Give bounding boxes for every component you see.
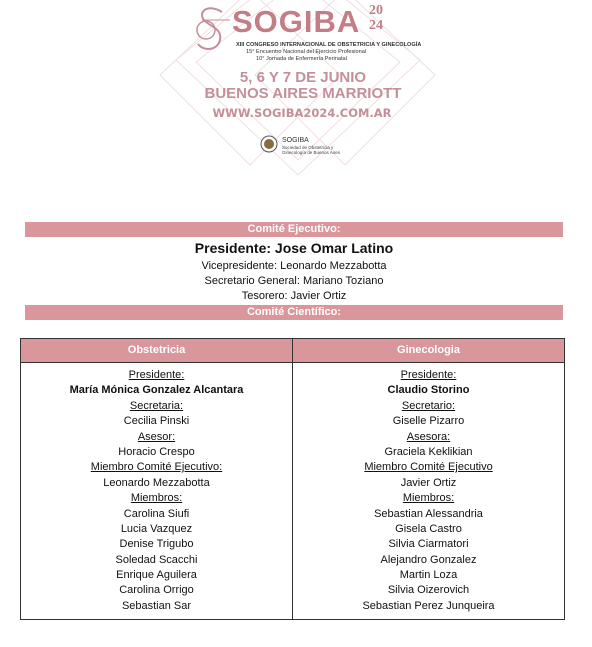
society-seal-icon bbox=[261, 136, 277, 152]
nursing-subtitle: 10° Jornada de Enfermería Perinatal bbox=[256, 56, 347, 62]
member-name: Leonardo Mezzabotta bbox=[103, 476, 210, 489]
role-label: Secretaria: bbox=[129, 399, 184, 412]
member-name: Horacio Crespo bbox=[118, 445, 195, 458]
scientific-committee-heading: Comité Científico: bbox=[25, 305, 563, 320]
member-name: Martin Loza bbox=[399, 569, 458, 582]
member-name: Javier Ortiz bbox=[400, 476, 457, 489]
executive-treasurer: Tesorero: Javier Ortiz bbox=[241, 290, 347, 302]
event-dates: 5, 6 Y 7 DE JUNIO bbox=[239, 69, 367, 86]
member-name: Silvia Ciarmatori bbox=[388, 538, 469, 551]
logo-wordmark: SOGIBA bbox=[232, 4, 361, 39]
executive-committee-heading: Comité Ejecutivo: bbox=[25, 222, 563, 237]
role-label: Asesor: bbox=[137, 430, 176, 443]
role-label: Secretario: bbox=[401, 399, 456, 412]
sogiba-swirl-logo-icon bbox=[197, 8, 230, 49]
member-name: Carolina Siufi bbox=[123, 507, 190, 520]
obstetricia-column bbox=[21, 368, 292, 614]
member-name: Carolina Orrigo bbox=[119, 584, 194, 597]
column-header-obstetricia: Obstetricia bbox=[127, 344, 186, 356]
member-name: Giselle Pizarro bbox=[392, 415, 465, 428]
member-name: Gisela Castro bbox=[395, 522, 462, 535]
member-name: Alejandro Gonzalez bbox=[380, 553, 477, 566]
member-name: Claudio Storino bbox=[387, 384, 470, 397]
society-name: SOGIBA bbox=[282, 137, 309, 144]
member-name: Cecilia Pinski bbox=[123, 415, 190, 428]
role-label: Presidente: bbox=[128, 369, 185, 381]
member-name: Silvia Oizerovich bbox=[387, 584, 470, 597]
event-banner bbox=[0, 0, 592, 215]
role-label: Miembro Comité Ejecutivo: bbox=[90, 461, 223, 474]
member-name: Sebastian Sar bbox=[121, 599, 192, 612]
member-name: Graciela Keklikian bbox=[384, 445, 473, 458]
member-name: Sebastian Alessandria bbox=[374, 507, 483, 520]
role-label: Miembros: bbox=[130, 492, 183, 505]
executive-vicepresident: Vicepresidente: Leonardo Mezzabotta bbox=[201, 260, 387, 272]
event-venue: BUENOS AIRES MARRIOTT bbox=[204, 85, 402, 102]
member-name: Lucia Vazquez bbox=[120, 522, 193, 535]
member-name: Enrique Aguilera bbox=[116, 569, 197, 582]
role-label: Miembros: bbox=[402, 492, 455, 505]
member-name: Denise Trigubo bbox=[119, 538, 194, 551]
member-name: Soledad Scacchi bbox=[115, 553, 198, 566]
member-name: Sebastian Perez Junqueira bbox=[362, 599, 495, 612]
logo-year: 20 24 bbox=[369, 3, 383, 33]
society-description: Sociedad de Obstetricia y Ginecología de Buenos Aires bbox=[282, 145, 341, 155]
column-header-ginecologia: Ginecologia bbox=[397, 344, 460, 356]
congress-subtitle: XIII CONGRESO INTERNACIONAL DE OBSTETRICIA Y GINECOLOGÍA bbox=[236, 42, 422, 48]
role-label: Asesora: bbox=[406, 430, 451, 443]
executive-secretary: Secretario General: Mariano Toziano bbox=[204, 275, 384, 287]
meeting-subtitle: 15° Encuentro Nacional del Ejercicio Profesional bbox=[246, 49, 367, 55]
ginecologia-column bbox=[293, 368, 564, 614]
role-label: Presidente: bbox=[400, 369, 457, 381]
member-name: María Mónica Gonzalez Alcantara bbox=[69, 384, 244, 397]
role-label: Miembro Comité Ejecutivo bbox=[364, 461, 493, 474]
scientific-committee-table bbox=[20, 338, 565, 620]
event-website-link[interactable]: WWW.SOGIBA2024.COM.AR bbox=[212, 106, 392, 120]
executive-president: Presidente: Jose Omar Latino bbox=[194, 240, 394, 256]
